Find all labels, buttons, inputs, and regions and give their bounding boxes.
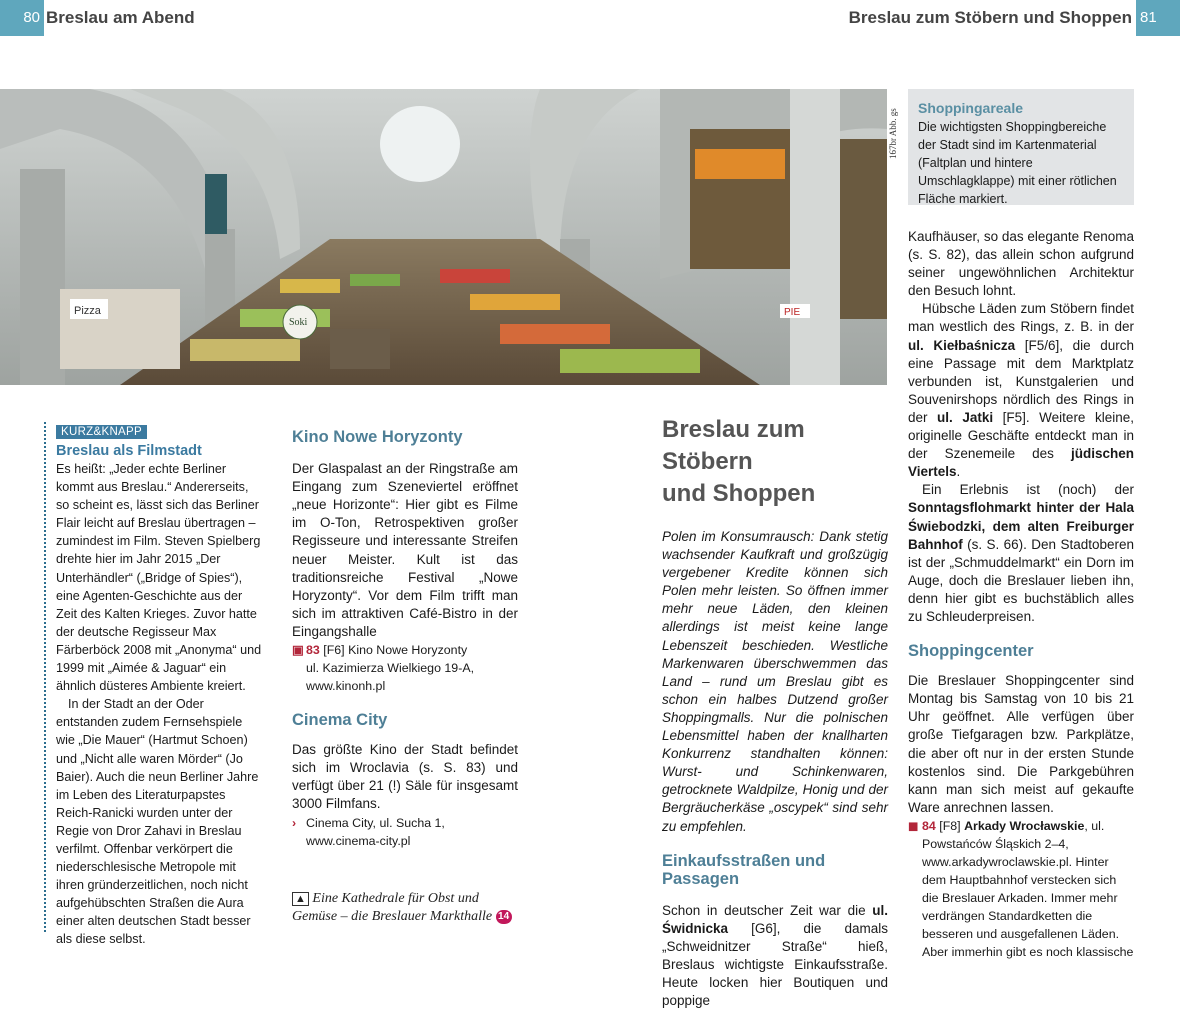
sidebar-paragraph: Es heißt: „Jeder echte Berliner kommt aus Breslau.“ Andererseits, so scheint es, lässt sich das Berliner Flair leicht auf Breslau übertragen – zumindest im Film. Steven Spielberg drehte hier im Jahr 2015 „Der Unterhändler“ („Bridge of Spies“), eine Agenten-Geschichte aus der Zeit des Kalten Krieges. Zuvor hatte der deutsche Regisseur Max Färberböck 2008 mit „Anonyma“ und 1999 mit „Aimée & Jaguar“ ein ähnlich düsteres Ambiente kreiert.: [56, 462, 262, 694]
shoppingareale-box: [908, 89, 1134, 205]
entry-name: Kino Nowe Horyzonty: [348, 643, 468, 658]
entry-name: Arkady Wrocławskie: [964, 818, 1085, 833]
pizza-sign: Pizza: [74, 305, 101, 317]
shopping-column: [662, 414, 888, 1010]
left-running-title: Breslau am Abend: [46, 8, 195, 27]
entry-web[interactable]: www.kinonh.pl: [306, 679, 386, 694]
soki-sign: Soki: [289, 317, 308, 328]
einkaufsstrassen-heading: Einkaufsstraßen und Passagen: [662, 851, 826, 888]
chapter-title-line2: und Shoppen: [662, 480, 816, 507]
infobox-body: Die wichtigsten Shoppingbereiche der Stadt sind im Kartenmaterial (Faltplan und hintere Umschlagklappe) mit einer rötlichen Fläche markiert.: [918, 120, 1117, 206]
entry-text: Cinema City, ul. Sucha 1,: [306, 815, 445, 830]
cinema-text: Das größte Kino der Stadt befindet sich im Wroclavia (s. S. 83) und verfügt über 21 (!) Säle für insgesamt 3000 Filmfans.: [292, 742, 518, 812]
kino-column: [292, 428, 518, 926]
right-column: [908, 228, 1134, 961]
pie-sign: PIE: [784, 307, 801, 318]
photo-caption: [292, 890, 518, 926]
infobox-title: Shoppingareale: [918, 100, 1024, 116]
chapter-title-line1: Breslau zum Stöbern: [662, 416, 805, 475]
chevron-right-icon: ›: [292, 815, 297, 830]
entry-grid: [F6]: [323, 643, 345, 658]
einkaufsstrassen-text: Schon in deutscher Zeit war die ul. Świdnicka [G6], die damals „Schweidnitzer Straße“ hieß, Breslaus wichtigste Einkaufsstraße. Heute locken hier Boutiquen und poppige: [662, 902, 888, 1009]
caption-number-badge: 14: [496, 910, 512, 924]
kino-text: Der Glaspalast an der Ringstraße am Eingang zum Szeneviertel eröffnet „neue Horizonte“: Hier gibt es Filme im O-Ton, Retrospektiven großer Regisseure und interessante Streifen neuer Meister. Kult ist das traditionsreiche Festival „Nowe Horyzonty“. Vor dem Film trifft man sich im attraktiven Café-Bistro in der Eingangshalle: [292, 461, 518, 639]
entry-number: 84: [922, 818, 936, 833]
sidebar-title: Breslau als Filmstadt: [56, 443, 202, 459]
cinema-heading: Cinema City: [292, 711, 388, 730]
kino-heading: Kino Nowe Horyzonty: [292, 428, 463, 446]
entry-details: , ul. Powstańców Śląskich 2–4, www.arkadywroclawskie.pl. Hinter dem Hauptbahnhof verstecken sich die Breslauer Arkaden. Immer mehr verdrängen Standardketten die besseren und ausgefallenen Läden. Aber immerhin gibt es noch klassische: [922, 818, 1134, 959]
shoppingcenter-text: Die Breslauer Shoppingcenter sind Montag bis Samstag von 10 bis 21 Uhr geöffnet. Alle verfügen über große Tiefgaragen bzw. Parkplätze, die aber oft nur in der ersten Stunde kostenlos sind. Die Parkgebühren kann man sich meist auf gekaufte Ware anrechnen lassen.: [908, 673, 1134, 815]
entry-number: 83: [306, 643, 320, 658]
kurz-knapp-tag: KURZ&KNAPP: [56, 425, 147, 439]
caption-text: Eine Kathedrale für Obst und Gemüse – die Breslauer Markthalle: [292, 890, 493, 924]
right-page-number: 81: [1136, 0, 1180, 36]
shoppingcenter-heading: Shoppingcenter: [908, 642, 1034, 661]
arkady-entry: [908, 817, 1134, 961]
photo-credit: 167br Abb. gs: [888, 108, 898, 159]
kino-entry: [292, 641, 518, 695]
market-hall-photo: [0, 89, 887, 385]
chapter-intro: Polen im Konsumrausch: Dank stetig wachsender Kaufkraft und großzügig vergebener Kredite können sich Polen mehr leisten. So öffnen immer mehr neue Läden, den kleinen allerdings ist meist keine lange Lebenszeit beschieden. Westliche Markenwaren überschwemmen das Land – rund um Breslau gibt es schon ein halbes Dutzend großer Shoppingmalls. Nur die polnischen Lebensmittel haben der knallharten Konkurrenz standhalten können: Wurst- und Schinkenwaren, getrocknete Waldpilze, Honig und der Bergräucherkäse „oscypek“ sind sehr zu empfehlen.: [662, 529, 888, 834]
flohmarkt-paragraph: Ein Erlebnis ist (noch) der Sonntagsflohmarkt hinter der Hala Świebodzki, dem alten Freiburger Bahnhof (s. S. 66). Den Stadtoberen ist der „Schmuddelmarkt“ ein Dorn im Auge, doch die Breslauer lieben ihn, denn hier gibt es buchstäblich alles zu Schleuderpreisen.: [908, 482, 1134, 624]
renoma-paragraph: Kaufhäuser, so das elegante Renoma (s. S. 82), das allein schon aufgrund seiner ungewöhnlichen Architektur den Besuch lohnt.: [908, 229, 1134, 299]
left-page-number: 80: [0, 0, 44, 36]
right-running-title: Breslau zum Stöbern und Shoppen: [848, 8, 1132, 27]
market-hall-illustration: [0, 89, 887, 385]
kurz-knapp-sidebar: [44, 422, 264, 947]
stoebern-paragraph: Hübsche Läden zum Stöbern findet man westlich des Rings, z. B. in der ul. Kiełbaśnicza [F5/6], die durch eine Passage mit dem Marktplatz verbunden ist, Kunstgalerien und Souvenirshops nördlich des Rings in der ul. Jatki [F5]. Weitere kleine, originelle Geschäfte entdeckt man in der Szenemeile des jüdischen Viertels.: [908, 301, 1134, 480]
entry-address: ul. Kazimierza Wielkiego 19-A,: [306, 661, 475, 676]
entry-grid: [F8]: [939, 818, 961, 833]
shopping-bag-icon: ◼: [908, 818, 919, 833]
entry-web[interactable]: www.cinema-city.pl: [306, 833, 411, 848]
cinema-entry: [292, 814, 518, 850]
caption-arrow-icon: ▲: [292, 892, 309, 906]
sidebar-paragraph: In der Stadt an der Oder entstanden zudem Fernsehspiele wie „Die Mauer“ (Hartmut Schoen) und „Nicht alle waren Mörder“ (Jo Baier). Auch die neun Berliner Jahre im Leben des Literaturpapstes Reich-Ranicki wurden unter der Regie von Dror Zahavi in Breslau verfilmt. Offenbar verkörpert die niederschlesische Metropole mit ihren gründerzeitlichen, noch nicht aufgehübschten Straßen die Aura einer alten deutschen Stadt besser als diese selbst.: [56, 697, 259, 947]
entry-marker-icon: ▣: [292, 643, 304, 658]
